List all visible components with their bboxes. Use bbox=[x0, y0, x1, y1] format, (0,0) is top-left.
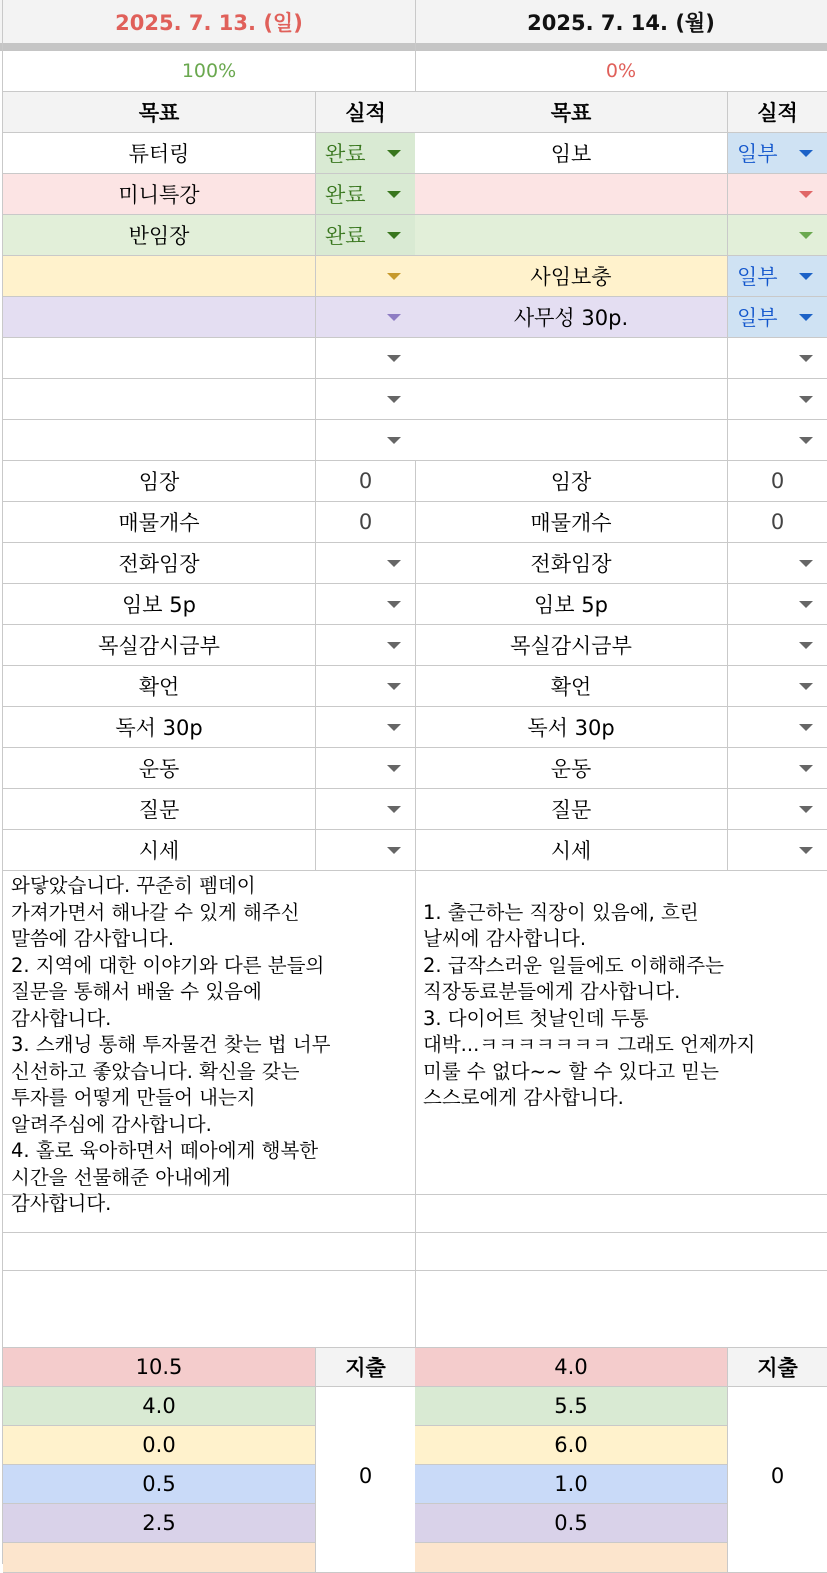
habit-row[interactable] bbox=[3, 748, 415, 789]
habit-dropdown[interactable] bbox=[316, 543, 415, 583]
habit-label: 임보 5p bbox=[415, 584, 728, 624]
chevron-down-icon[interactable] bbox=[799, 683, 813, 690]
habit-dropdown[interactable] bbox=[728, 543, 827, 583]
counter-row[interactable] bbox=[415, 502, 827, 543]
percent-row[interactable] bbox=[415, 51, 827, 92]
habit-dropdown[interactable] bbox=[316, 625, 415, 665]
goal-cell[interactable]: 미니특강 bbox=[3, 174, 316, 214]
habit-label: 운동 bbox=[415, 748, 728, 788]
result-dropdown[interactable] bbox=[728, 215, 827, 255]
result-dropdown[interactable] bbox=[728, 174, 827, 214]
habit-row[interactable] bbox=[415, 543, 827, 584]
goal-cell[interactable] bbox=[3, 379, 316, 419]
habit-label: 전화임장 bbox=[415, 543, 728, 583]
habit-row[interactable] bbox=[3, 707, 415, 748]
result-value: 일부 bbox=[737, 265, 778, 289]
habit-dropdown[interactable] bbox=[316, 789, 415, 829]
chevron-down-icon[interactable] bbox=[387, 273, 401, 280]
goal-cell[interactable] bbox=[415, 420, 728, 460]
total-value: 4.0 bbox=[3, 1387, 316, 1425]
counter-value[interactable]: 0 bbox=[770, 469, 785, 493]
total-value: 0.0 bbox=[3, 1426, 316, 1464]
total-value: 4.0 bbox=[415, 1348, 728, 1386]
counter-value[interactable]: 0 bbox=[358, 469, 373, 493]
habit-row[interactable] bbox=[3, 625, 415, 666]
chevron-down-icon[interactable] bbox=[387, 355, 401, 362]
chevron-down-icon[interactable] bbox=[799, 642, 813, 649]
result-header: 실적 bbox=[345, 101, 386, 125]
habit-row[interactable] bbox=[3, 789, 415, 830]
habit-dropdown[interactable] bbox=[728, 830, 827, 870]
chevron-down-icon[interactable] bbox=[387, 806, 401, 813]
empty-row[interactable] bbox=[3, 1271, 415, 1348]
result-dropdown[interactable] bbox=[316, 297, 415, 337]
spend-value[interactable]: 0 bbox=[316, 1387, 415, 1564]
empty-row[interactable] bbox=[3, 1233, 415, 1271]
chevron-down-icon[interactable] bbox=[387, 724, 401, 731]
chevron-down-icon[interactable] bbox=[799, 232, 813, 239]
chevron-down-icon[interactable] bbox=[799, 560, 813, 567]
habit-label: 확언 bbox=[415, 666, 728, 706]
goal-row[interactable] bbox=[415, 174, 827, 215]
chevron-down-icon[interactable] bbox=[387, 560, 401, 567]
empty-row[interactable] bbox=[415, 1271, 827, 1348]
chevron-down-icon[interactable] bbox=[799, 847, 813, 854]
gratitude-note[interactable]: 와닿았습니다. 꾸준히 펨데이 가져가면서 해나갈 수 있게 해주신 말씀에 감사합니다. 2. 지역에 대한 이야기와 다른 분들의 질문을 통해서 배울 수 있음에 감사합니다. 3. 스캐닝 통해 투자물건 찾는 법 너무 신선하고 좋았습니다. 확신을 갖는 투자를 어떻게 만들어 내는지 알려주심에 감사합니다. 4. 홀로 육아하면서 떼아에게 행복한 시간을 선물해준 아내에게 감사합니다. bbox=[3, 871, 415, 1195]
result-dropdown[interactable] bbox=[316, 174, 415, 214]
chevron-down-icon[interactable] bbox=[799, 724, 813, 731]
result-dropdown[interactable] bbox=[316, 420, 415, 460]
result-dropdown[interactable] bbox=[728, 297, 827, 337]
goal-cell[interactable] bbox=[415, 215, 728, 255]
result-header: 실적 bbox=[757, 101, 798, 125]
chevron-down-icon[interactable] bbox=[799, 314, 813, 321]
goal-row[interactable] bbox=[415, 297, 827, 338]
counter-label: 매물개수 bbox=[415, 502, 728, 542]
chevron-down-icon[interactable] bbox=[387, 191, 401, 198]
day-column-1 bbox=[415, 0, 827, 1564]
goal-row[interactable] bbox=[415, 133, 827, 174]
percent-row[interactable] bbox=[3, 51, 415, 92]
goal-row[interactable] bbox=[3, 420, 415, 461]
goal-row[interactable] bbox=[3, 133, 415, 174]
goal-row[interactable] bbox=[415, 256, 827, 297]
habit-label: 질문 bbox=[415, 789, 728, 829]
chevron-down-icon[interactable] bbox=[387, 232, 401, 239]
spend-value[interactable]: 0 bbox=[728, 1387, 827, 1564]
counter-label: 임장 bbox=[3, 461, 316, 501]
date-header[interactable] bbox=[3, 0, 415, 43]
goal-cell[interactable] bbox=[415, 174, 728, 214]
total-row bbox=[3, 1348, 415, 1387]
completion-percent: 0% bbox=[605, 60, 637, 82]
counter-value[interactable]: 0 bbox=[770, 510, 785, 534]
goal-row[interactable] bbox=[415, 420, 827, 461]
habit-dropdown[interactable] bbox=[316, 830, 415, 870]
chevron-down-icon[interactable] bbox=[387, 150, 401, 157]
goal-header: 목표 bbox=[3, 92, 316, 132]
goal-cell[interactable] bbox=[415, 379, 728, 419]
result-dropdown[interactable] bbox=[316, 215, 415, 255]
date-header[interactable] bbox=[415, 0, 827, 43]
result-dropdown[interactable] bbox=[728, 379, 827, 419]
result-dropdown[interactable] bbox=[316, 338, 415, 378]
chevron-down-icon[interactable] bbox=[387, 396, 401, 403]
goal-cell[interactable]: 사무성 30p. bbox=[415, 297, 728, 337]
chevron-down-icon[interactable] bbox=[799, 396, 813, 403]
chevron-down-icon[interactable] bbox=[387, 683, 401, 690]
total-row bbox=[415, 1348, 827, 1387]
goal-row[interactable] bbox=[3, 215, 415, 256]
result-value: 완료 bbox=[325, 183, 366, 207]
result-dropdown[interactable] bbox=[316, 379, 415, 419]
spend-label: 지출 bbox=[728, 1348, 827, 1386]
counter-row[interactable] bbox=[3, 502, 415, 543]
habit-dropdown[interactable] bbox=[316, 584, 415, 624]
total-value: 1.0 bbox=[415, 1465, 728, 1503]
total-value: 10.5 bbox=[3, 1348, 316, 1386]
goal-cell[interactable] bbox=[3, 338, 316, 378]
goal-header: 목표 bbox=[415, 92, 728, 132]
total-value: 0.5 bbox=[415, 1504, 728, 1542]
chevron-down-icon[interactable] bbox=[387, 847, 401, 854]
habit-label: 목실감시금부 bbox=[415, 625, 728, 665]
result-value: 일부 bbox=[737, 142, 778, 166]
chevron-down-icon[interactable] bbox=[387, 642, 401, 649]
habit-row[interactable] bbox=[415, 666, 827, 707]
habit-row[interactable] bbox=[415, 748, 827, 789]
habit-row[interactable] bbox=[3, 666, 415, 707]
habit-label: 시세 bbox=[415, 830, 728, 870]
result-value: 완료 bbox=[325, 142, 366, 166]
counter-label: 임장 bbox=[415, 461, 728, 501]
goal-row[interactable] bbox=[415, 215, 827, 256]
goal-cell[interactable]: 반임장 bbox=[3, 215, 316, 255]
goal-row[interactable] bbox=[3, 174, 415, 215]
goal-cell[interactable]: 임보 bbox=[415, 133, 728, 173]
habit-row[interactable] bbox=[415, 625, 827, 666]
goal-row[interactable] bbox=[415, 338, 827, 379]
spend-label: 지출 bbox=[316, 1348, 415, 1386]
goal-row[interactable] bbox=[3, 256, 415, 297]
counter-value[interactable]: 0 bbox=[358, 510, 373, 534]
habit-dropdown[interactable] bbox=[316, 707, 415, 747]
counter-row[interactable] bbox=[3, 461, 415, 502]
date-label: 2025. 7. 14. (월) bbox=[527, 10, 715, 35]
goal-cell[interactable]: 튜터링 bbox=[3, 133, 316, 173]
habit-label: 목실감시금부 bbox=[3, 625, 316, 665]
habit-label: 운동 bbox=[3, 748, 316, 788]
result-dropdown[interactable] bbox=[316, 256, 415, 296]
goal-row[interactable] bbox=[3, 379, 415, 420]
habit-row[interactable] bbox=[3, 584, 415, 625]
habit-dropdown[interactable] bbox=[728, 748, 827, 788]
goal-row[interactable] bbox=[415, 379, 827, 420]
result-value: 일부 bbox=[737, 306, 778, 330]
empty-row[interactable] bbox=[3, 1195, 415, 1233]
date-label: 2025. 7. 13. (일) bbox=[115, 10, 303, 35]
habit-dropdown[interactable] bbox=[316, 666, 415, 706]
result-dropdown[interactable] bbox=[728, 338, 827, 378]
habit-dropdown[interactable] bbox=[728, 666, 827, 706]
habit-label: 독서 30p bbox=[3, 707, 316, 747]
habit-label: 독서 30p bbox=[415, 707, 728, 747]
chevron-down-icon[interactable] bbox=[799, 601, 813, 608]
total-value: 5.5 bbox=[415, 1387, 728, 1425]
chevron-down-icon[interactable] bbox=[387, 601, 401, 608]
chevron-down-icon[interactable] bbox=[799, 355, 813, 362]
chevron-down-icon[interactable] bbox=[799, 191, 813, 198]
chevron-down-icon[interactable] bbox=[387, 314, 401, 321]
chevron-down-icon[interactable] bbox=[799, 765, 813, 772]
total-value: 6.0 bbox=[415, 1426, 728, 1464]
chevron-down-icon[interactable] bbox=[387, 437, 401, 444]
habit-label: 질문 bbox=[3, 789, 316, 829]
goal-header-row bbox=[3, 92, 415, 133]
habit-label: 전화임장 bbox=[3, 543, 316, 583]
goal-cell[interactable] bbox=[3, 256, 316, 296]
habit-dropdown[interactable] bbox=[728, 584, 827, 624]
result-dropdown[interactable] bbox=[316, 133, 415, 173]
counter-label: 매물개수 bbox=[3, 502, 316, 542]
chevron-down-icon[interactable] bbox=[387, 765, 401, 772]
chevron-down-icon[interactable] bbox=[799, 150, 813, 157]
empty-row[interactable] bbox=[415, 1233, 827, 1271]
habit-dropdown[interactable] bbox=[728, 707, 827, 747]
habit-dropdown[interactable] bbox=[316, 748, 415, 788]
result-dropdown[interactable] bbox=[728, 133, 827, 173]
habit-dropdown[interactable] bbox=[728, 625, 827, 665]
result-value: 완료 bbox=[325, 224, 366, 248]
habit-dropdown[interactable] bbox=[728, 789, 827, 829]
chevron-down-icon[interactable] bbox=[799, 437, 813, 444]
counter-row[interactable] bbox=[415, 461, 827, 502]
gratitude-note[interactable]: 1. 출근하는 직장이 있음에, 흐린 날씨에 감사합니다. 2. 급작스러운 일들에도 이해해주는 직장동료분들에게 감사합니다. 3. 다이어트 첫날인데 두통 대박...ㅋㅋㅋㅋㅋㅋㅋ 그래도 언제까지 미룰 수 없다~~ 할 수 있다고 믿는 스스로에게 감사합니다. bbox=[415, 871, 827, 1195]
habit-row[interactable] bbox=[3, 543, 415, 584]
total-value: 0.5 bbox=[3, 1465, 316, 1503]
habit-label: 임보 5p bbox=[3, 584, 316, 624]
chevron-down-icon[interactable] bbox=[799, 273, 813, 280]
habit-row[interactable] bbox=[415, 707, 827, 748]
goal-cell[interactable]: 사임보충 bbox=[415, 256, 728, 296]
habit-label: 시세 bbox=[3, 830, 316, 870]
chevron-down-icon[interactable] bbox=[799, 806, 813, 813]
empty-row[interactable] bbox=[415, 1195, 827, 1233]
goal-cell[interactable] bbox=[3, 297, 316, 337]
goal-header-row bbox=[415, 92, 827, 133]
goal-row[interactable] bbox=[3, 297, 415, 338]
habit-row[interactable] bbox=[415, 789, 827, 830]
total-value-partial bbox=[415, 1543, 728, 1572]
goal-cell[interactable] bbox=[3, 420, 316, 460]
day-column-0 bbox=[3, 0, 415, 1564]
total-value-partial bbox=[3, 1543, 316, 1572]
total-value: 2.5 bbox=[3, 1504, 316, 1542]
goal-cell[interactable] bbox=[415, 338, 728, 378]
habit-label: 확언 bbox=[3, 666, 316, 706]
habit-row[interactable] bbox=[3, 830, 415, 871]
result-dropdown[interactable] bbox=[728, 256, 827, 296]
habit-row[interactable] bbox=[415, 830, 827, 871]
completion-percent: 100% bbox=[181, 60, 237, 82]
habit-row[interactable] bbox=[415, 584, 827, 625]
goal-row[interactable] bbox=[3, 338, 415, 379]
result-dropdown[interactable] bbox=[728, 420, 827, 460]
